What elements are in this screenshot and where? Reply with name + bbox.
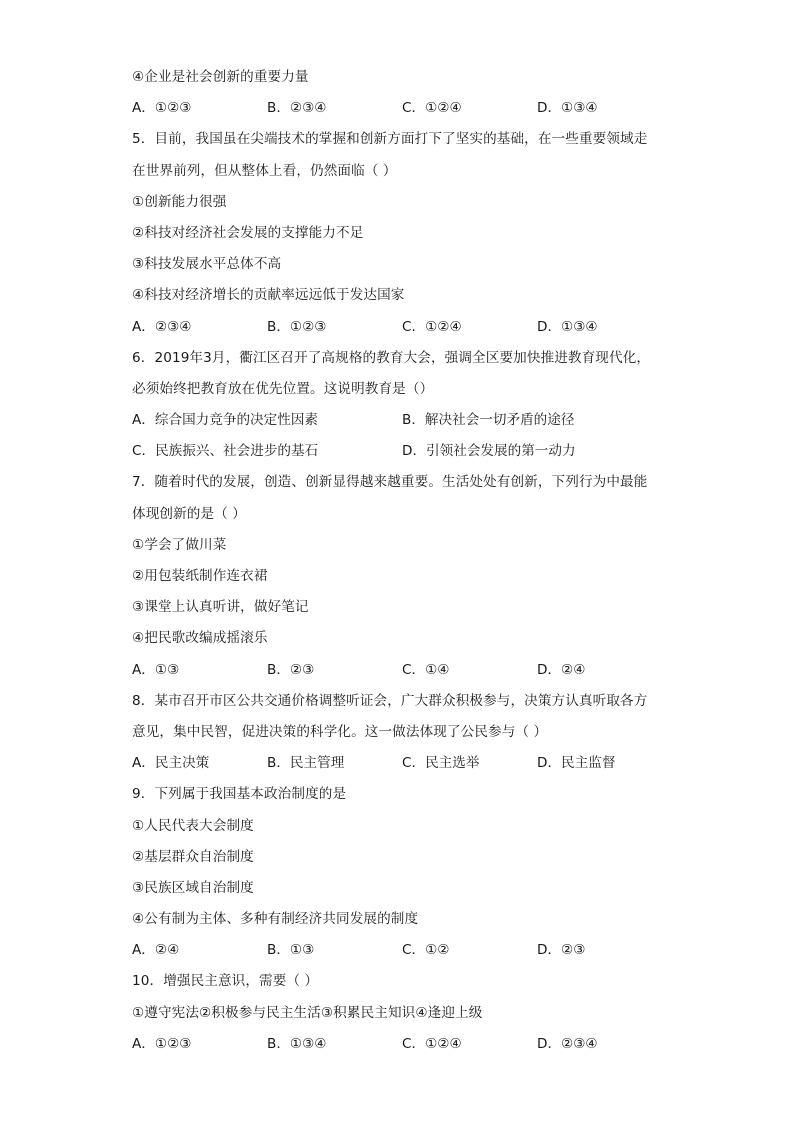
q7-option-a: A．①③ <box>132 661 180 678</box>
q5-option-c: C．①②④ <box>402 318 462 335</box>
q9-option-c: C．①② <box>402 942 450 959</box>
exam-content <box>132 62 672 1060</box>
q7-option-d: D．②④ <box>537 661 586 678</box>
q5-stem-line-1: 5．目前，我国虽在尖端技术的掌握和创新方面打下了坚实的基础，在一些重要领域走 <box>132 131 648 148</box>
q10-option-a: A．①②③ <box>132 1035 192 1052</box>
q9-option-d: D．②③ <box>537 942 586 959</box>
q7-stem-line-2: 体现创新的是（ ） <box>132 505 246 522</box>
q5-statement-1: ①创新能力很强 <box>132 193 227 210</box>
q4-option-d: D．①③④ <box>537 100 598 117</box>
q8-option-b: B．民主管理 <box>267 755 345 772</box>
q5-option-d: D．①③④ <box>537 318 598 335</box>
q10-statements: ①遵守宪法②积极参与民主生活③积累民主知识④逢迎上级 <box>132 1004 483 1021</box>
q9-statement-3: ③民族区域自治制度 <box>132 879 254 896</box>
q7-statement-4: ④把民歌改编成摇滚乐 <box>132 630 268 647</box>
q6-option-d: D．引领社会发展的第一动力 <box>402 443 576 460</box>
q9-option-b: B．①③ <box>267 942 315 959</box>
q7-option-c: C．①④ <box>402 661 450 678</box>
q9-statement-4: ④公有制为主体、多种有制经济共同发展的制度 <box>132 911 419 928</box>
q8-options <box>132 748 672 779</box>
q6-option-a: A．综合国力竞争的决定性因素 <box>132 412 319 429</box>
q4-option-c: C．①②④ <box>402 100 462 117</box>
q10-stem-line-1: 10．增强民主意识，需要（ ） <box>132 973 319 990</box>
q5-stem-line-2: 在世界前列，但从整体上看，仍然面临（ ） <box>132 162 397 179</box>
q9-option-a: A．②④ <box>132 942 180 959</box>
q7-statement-2: ②用包装纸制作连衣裙 <box>132 568 268 584</box>
q7-options <box>132 655 672 686</box>
q6-stem-line-2: 必须始终把教育放在优先位置。这说明教育是（） <box>132 380 434 397</box>
q5-statement-2: ②科技对经济社会发展的支撑能力不足 <box>132 224 364 241</box>
q9-statement-2: ②基层群众自治制度 <box>132 848 254 865</box>
q4-statement-4: ④企业是社会创新的重要力量 <box>132 69 309 85</box>
q6-option-c: C．民族振兴、社会进步的基石 <box>132 443 319 460</box>
q8-option-d: D．民主监督 <box>537 755 616 772</box>
q8-option-a: A．民主决策 <box>132 755 210 772</box>
q9-options <box>132 935 672 966</box>
q5-statement-4: ④科技对经济增长的贡献率远远低于发达国家 <box>132 287 405 304</box>
q7-statement-1: ①学会了做川菜 <box>132 536 227 553</box>
q10-option-b: B．①③④ <box>267 1035 327 1052</box>
q6-option-b: B．解决社会一切矛盾的途径 <box>402 412 575 429</box>
q10-options <box>132 1029 672 1060</box>
q6-stem-line-1: 6．2019年3月，衢江区召开了高规格的教育大会，强调全区要加快推进教育现代化， <box>132 349 651 366</box>
q5-options <box>132 312 672 343</box>
q8-stem-line-1: 8．某市召开市区公共交通价格调整听证会，广大群众积极参与，决策方认真听取各方 <box>132 692 648 709</box>
q10-option-d: D．②③④ <box>537 1035 598 1052</box>
q4-option-a: A．①②③ <box>132 100 192 117</box>
q8-option-c: C．民主选举 <box>402 755 480 772</box>
q7-statement-3: ③课堂上认真听讲，做好笔记 <box>132 599 309 616</box>
q9-stem-line-1: 9．下列属于我国基本政治制度的是 <box>132 786 347 803</box>
q9-statement-1: ①人民代表大会制度 <box>132 817 254 834</box>
q6-options-row-1 <box>132 405 672 436</box>
q4-options <box>132 93 672 124</box>
q8-stem-line-2: 意见，集中民智，促进决策的科学化。这一做法体现了公民参与（ ） <box>132 723 548 740</box>
q5-option-a: A．②③④ <box>132 318 192 335</box>
q6-options-row-2 <box>132 436 672 467</box>
q7-stem-line-1: 7．随着时代的发展，创造、创新显得越来越重要。生活处处有创新，下列行为中最能 <box>132 474 648 491</box>
q4-option-b: B．②③④ <box>267 100 327 117</box>
q10-option-c: C．①②④ <box>402 1035 462 1052</box>
q5-option-b: B．①②③ <box>267 318 327 335</box>
q7-option-b: B．②③ <box>267 661 315 678</box>
q5-statement-3: ③科技发展水平总体不高 <box>132 256 282 273</box>
